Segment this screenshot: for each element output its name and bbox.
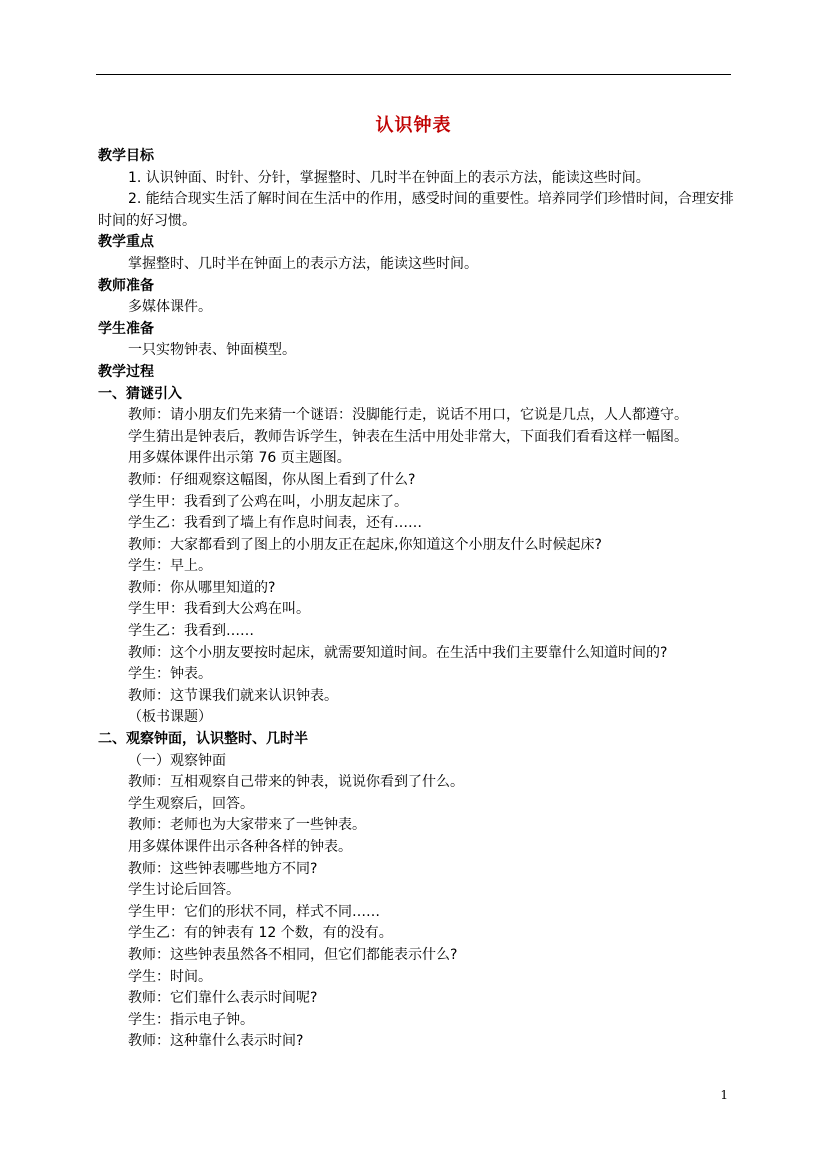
- paragraph: 教师：这个小朋友要按时起床，就需要知道时间。在生活中我们主要靠什么知道时间的?: [128, 644, 668, 661]
- paragraph: 教师：仔细观察这幅图，你从图上看到了什么?: [128, 471, 416, 488]
- header-rule: [96, 74, 731, 75]
- section-heading: 一、猜谜引入: [98, 385, 182, 402]
- paragraph: 学生甲：我看到大公鸡在叫。: [128, 601, 310, 618]
- paragraph: （板书课题）: [128, 709, 212, 726]
- section-heading: 教师准备: [98, 277, 154, 294]
- section-heading: 二、观察钟面，认识整时、几时半: [98, 731, 308, 748]
- paragraph: 学生乙：有的钟表有 12 个数，有的没有。: [128, 925, 393, 942]
- section-heading: 教学过程: [98, 363, 154, 380]
- paragraph: 教师：这些钟表哪些地方不同?: [128, 860, 318, 877]
- page-title: 认识钟表: [375, 115, 452, 136]
- section-heading: 学生准备: [98, 320, 154, 337]
- paragraph: 学生甲：我看到了公鸡在叫，小朋友起床了。: [128, 493, 408, 510]
- paragraph: 教师：你从哪里知道的?: [128, 579, 276, 596]
- paragraph: 教师：老师也为大家带来了一些钟表。: [128, 817, 366, 834]
- page-number: 1: [720, 1088, 728, 1102]
- paragraph: 教师：它们靠什么表示时间呢?: [128, 990, 318, 1007]
- paragraph: （一）观察钟面: [128, 752, 226, 769]
- paragraph: 多媒体课件。: [128, 299, 212, 316]
- paragraph: 学生：钟表。: [128, 666, 212, 683]
- section-heading: 教学目标: [98, 148, 154, 164]
- paragraph: 学生：早上。: [128, 558, 212, 575]
- paragraph: 学生乙：我看到了墙上有作息时间表，还有……: [128, 515, 422, 532]
- paragraph: 学生：指示电子钟。: [128, 1011, 254, 1028]
- paragraph: 教师：这些钟表虽然各不相同，但它们都能表示什么?: [128, 946, 458, 963]
- paragraph: 教师：这种靠什么表示时间?: [128, 1033, 304, 1050]
- paragraph: 2. 能结合现实生活了解时间在生活中的作用，感受时间的重要性。培养同学们珍惜时间，合理安排时间的好习惯。: [98, 191, 734, 229]
- paragraph: 1. 认识钟面、时针、分针，掌握整时、几时半在钟面上的表示方法，能读这些时间。: [128, 169, 650, 186]
- section-heading: 教学重点: [98, 234, 154, 251]
- paragraph: 教师：大家都看到了图上的小朋友正在起床,你知道这个小朋友什么时候起床?: [128, 536, 602, 553]
- paragraph: 用多媒体课件出示各种各样的钟表。: [128, 839, 352, 855]
- paragraph: 掌握整时、几时半在钟面上的表示方法，能读这些时间。: [128, 255, 478, 272]
- paragraph: 教师：请小朋友们先来猜一个谜语：没脚能行走，说话不用口，它说是几点，人人都遵守。: [128, 407, 688, 424]
- paragraph: 教师：互相观察自己带来的钟表，说说你看到了什么。: [128, 774, 464, 791]
- paragraph: 学生乙：我看到……: [128, 623, 254, 640]
- document-body: [98, 146, 734, 1053]
- paragraph: 一只实物钟表、钟面模型。: [128, 342, 296, 359]
- paragraph: 教师：这节课我们就来认识钟表。: [128, 687, 338, 704]
- paragraph: 学生猜出是钟表后，教师告诉学生，钟表在生活中用处非常大，下面我们看看这样一幅图。: [128, 428, 688, 445]
- paragraph: 学生：时间。: [128, 968, 212, 985]
- paragraph: 学生甲：它们的形状不同，样式不同……: [128, 903, 380, 920]
- paragraph: 用多媒体课件出示第 76 页主题图。: [128, 450, 351, 467]
- paragraph: 学生讨论后回答。: [128, 882, 240, 899]
- paragraph: 学生观察后，回答。: [128, 795, 254, 812]
